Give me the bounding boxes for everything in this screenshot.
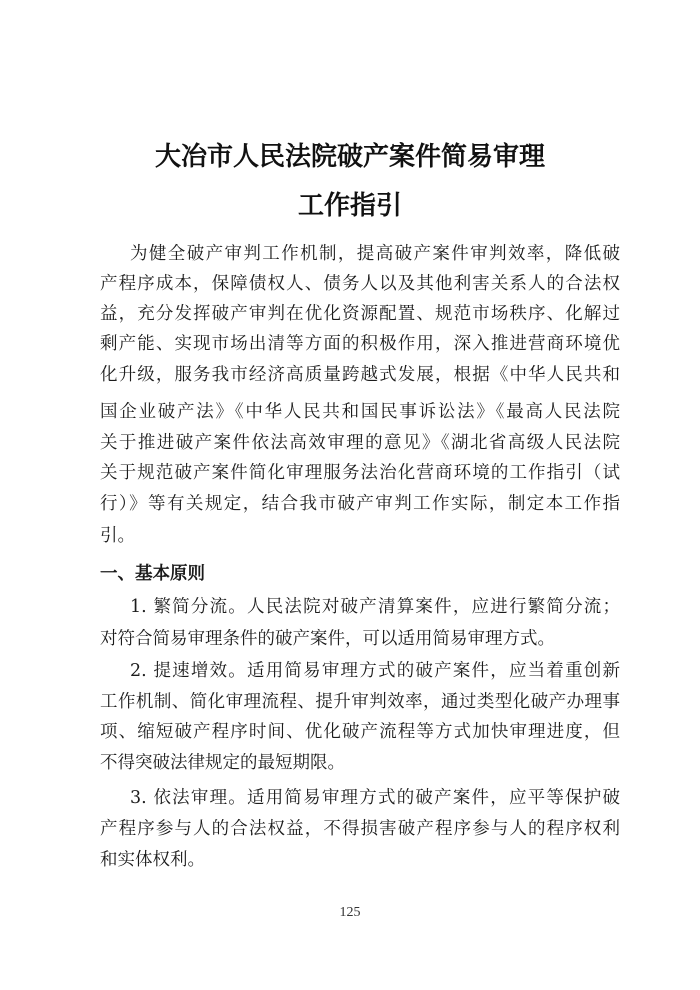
item-2-line: 项、缩短破产程序时间、优化破产流程等方式加快审理进度，但 xyxy=(100,722,620,742)
intro-paragraph-line: 剩产能、实现市场出清等方面的积极作用，深入推进营商环境优 xyxy=(100,334,620,354)
intro-paragraph-line: 为健全破产审判工作机制，提高破产案件审判效率，降低破 xyxy=(130,244,620,264)
item-1-line: 1. 繁简分流。人民法院对破产清算案件，应进行繁简分流； xyxy=(130,597,620,617)
item-3-line: 3. 依法审理。适用简易审理方式的破产案件，应平等保护破 xyxy=(130,788,620,808)
intro-paragraph-line: 化升级，服务我市经济高质量跨越式发展，根据《中华人民共和 xyxy=(100,365,620,385)
intro-paragraph-line: 产程序成本，保障债权人、债务人以及其他利害关系人的合法权 xyxy=(100,274,620,294)
intro-paragraph-line: 引。 xyxy=(100,526,135,546)
item-3-line: 产程序参与人的合法权益，不得损害破产程序参与人的程序权利 xyxy=(100,819,620,839)
item-2-line: 不得突破法律规定的最短期限。 xyxy=(100,753,345,773)
document-title-line-1: 大冶市人民法院破产案件简易审理 xyxy=(154,142,545,172)
intro-paragraph-line: 益，充分发挥破产审判在优化资源配置、规范市场秩序、化解过 xyxy=(100,304,620,324)
page-number: 125 xyxy=(339,905,361,920)
intro-paragraph-line: 关于规范破产案件简化审理服务法治化营商环境的工作指引（试 xyxy=(100,463,620,483)
intro-paragraph-line: 关于推进破产案件依法高效审理的意见》《湖北省高级人民法院 xyxy=(100,433,620,453)
item-3-line: 和实体权利。 xyxy=(100,850,205,870)
document-title-line-2: 工作指引 xyxy=(297,191,402,221)
item-2-line: 工作机制、简化审理流程、提升审判效率，通过类型化破产办理事 xyxy=(100,692,620,712)
intro-paragraph-line: 国企业破产法》《中华人民共和国民事诉讼法》《最高人民法院 xyxy=(100,402,620,422)
section-heading: 一、基本原则 xyxy=(100,564,205,584)
intro-paragraph-line: 行）》等有关规定，结合我市破产审判工作实际，制定本工作指 xyxy=(100,494,620,514)
item-2-line: 2. 提速增效。适用简易审理方式的破产案件，应当着重创新 xyxy=(130,661,620,681)
item-1-line: 对符合简易审理条件的破产案件，可以适用简易审理方式。 xyxy=(100,629,555,649)
